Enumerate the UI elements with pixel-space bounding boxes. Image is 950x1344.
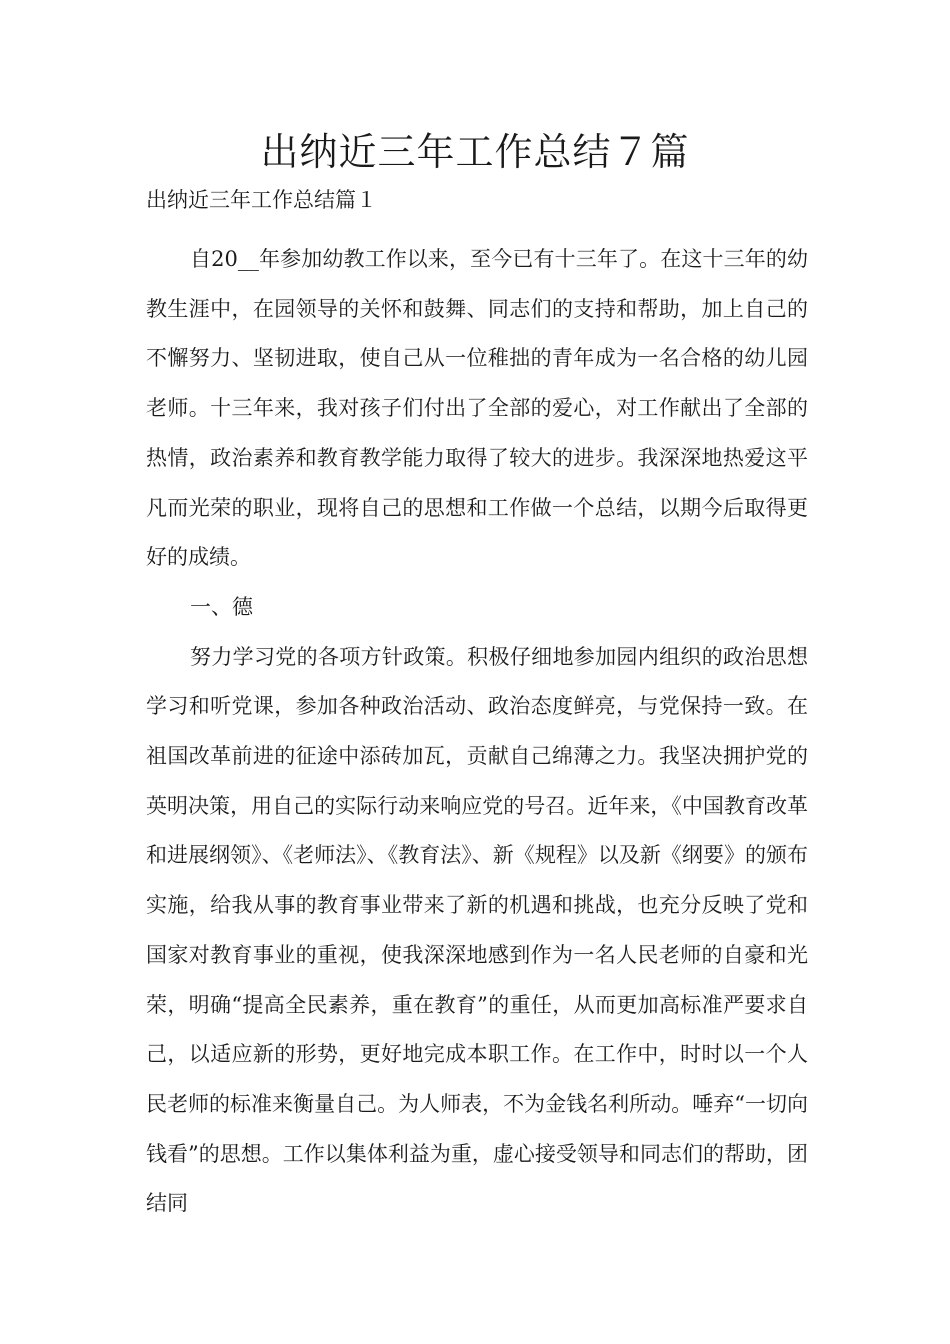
section-heading: 出纳近三年工作总结篇１ — [146, 188, 377, 212]
document-title: 出纳近三年工作总结７篇 — [260, 130, 690, 174]
document-body — [146, 235, 808, 1229]
paragraph-de-content: 努力学习党的各项方针政策。积极仔细地参加园内组织的政治思想学习和听党课，参加各种政治活动、政治态度鲜亮，与党保持一致。在祖国改革前进的征途中添砖加瓦，贡献自己绵薄之力。我坚决拥护党的英明决策，用自己的实际行动来响应党的号召。近年来，《中国教育改革和进展纲领》、《老师法》、《教育法》、新《规程》以及新《纲要》的颁布实施，给我从事的教育事业带来了新的机遇和挑战，也充分反映了党和国家对教育事业的重视，使我深深地感到作为一名人民老师的自豪和光荣，明确“提高全民素养，重在教育”的重任，从而更加高标准严要求自己，以适应新的形势，更好地完成本职工作。在工作中，时时以一个人民老师的标准来衡量自己。为人师表，不为金钱名利所动。唾弃“一切向钱看”的思想。工作以集体利益为重，虚心接受领导和同志们的帮助，团结同 — [146, 644, 808, 1216]
paragraph-heading-de: 一、德 — [190, 594, 253, 619]
paragraph-intro: 自20__年参加幼教工作以来，至今已有十三年了。在这十三年的幼教生涯中，在园领导的关怀和鼓舞、同志们的支持和帮助，加上自己的不懈努力、坚韧进取，使自己从一位稚拙的青年成为一名合格的幼儿园老师。十三年来，我对孩子们付出了全部的爱心，对工作献出了全部的热情，政治素养和教育教学能力取得了较大的进步。我深深地热爱这平凡而光荣的职业，现将自己的思想和工作做一个总结，以期今后取得更好的成绩。 — [146, 247, 808, 570]
